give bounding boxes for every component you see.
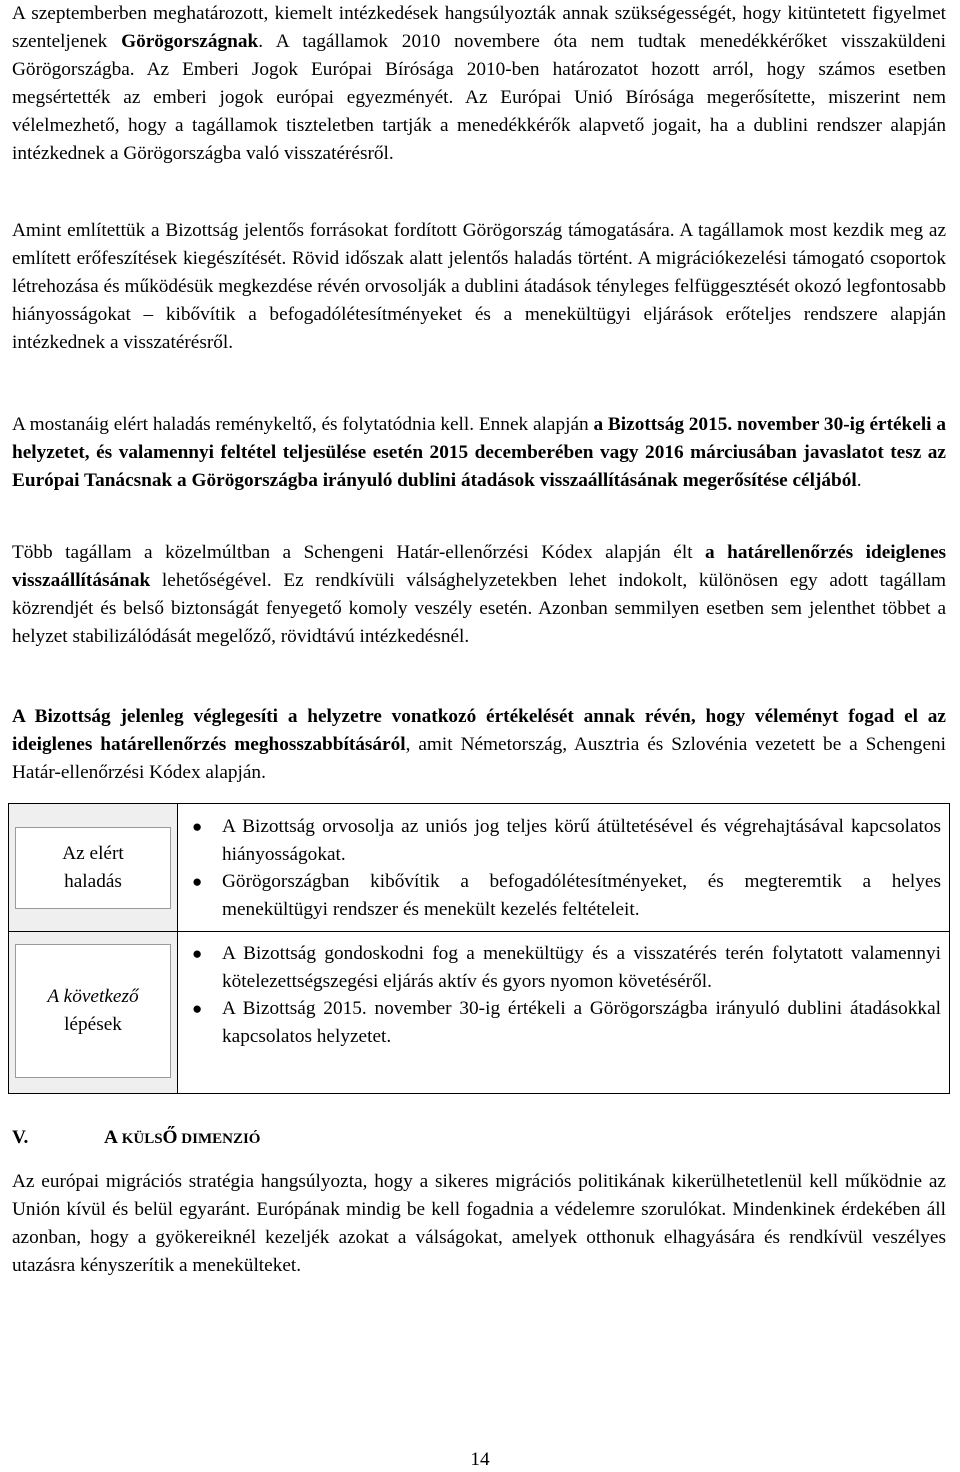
paragraph-commission-finalising [12,703,946,787]
text-run-bold: a Bizottság 2015. november 30-ig értékeli a helyzetet, és valamennyi feltétel teljesülése esetén 2015 decemberében vagy 2016 márciusában javaslatot tesz az Európai Tanácsnak a Görögországba irányuló dublini átadások visszaállításának megerősítése céljából [12,414,947,491]
text-run: lehetőségével. Ez rendkívüli válsághelyzetekben lehet indokolt, különösen egy adott tagállam közrendjét és belső biztonságát fenyegető komoly veszély esetén. Azonban semmilyen esetben sem jelenthet többet a helyzet stabilizálódását megelőző, rövidtávú intézkedésnél. [12,569,946,647]
section-heading [12,1124,260,1153]
summary-content-cell [178,932,950,1094]
list-item [178,940,941,995]
list-item [178,813,941,868]
text-run: . [856,469,862,491]
section-number: V. [12,1127,29,1148]
section-title [104,1127,260,1148]
section-title-smallcaps: DIMENZIÓ [177,1131,261,1147]
text-run-bold: A Bizottság jelenleg véglegesíti a helyzetre vonatkozó értékelését annak révén, hogy véleményt fogad el az ideiglenes határellenőrzés meghosszabbításáról [12,706,946,755]
text-run: . A tagállamok 2010 novembere óta nem tudtak menedékkérőket visszaküldeni Görögországba. Az Emberi Jogok Európai Bírósága 2010-ben határozatot hozott arról, hogy számos esetben megsértették az emberi jogok európai egyezményét. Az Európai Unió Bírósága megerősítette, miszerint nem vélelmezhető, hogy a tagállamok tiszteletben tartják a menedékkérők alapvető jogait, ha a dublini rendszer alapján intézkednek a Görögországba való visszatérésről. [12,30,946,164]
summary-label-box [15,944,171,1078]
text-run: , amit Németország, Ausztria és Szlovénia vezetett be a Schengeni Határ-ellenőrzési Kódex alapján. [12,733,946,783]
summary-label-cell [9,804,178,932]
summary-table [8,803,950,1094]
summary-label-line: A következő [47,985,139,1007]
list-item-text: A Bizottság gondoskodni fog a menekültügy és a visszatérés terén folytatott valamennyi kötelezettségszegési eljárás aktív és gyors nyomon követéséről. [222,943,941,992]
text-run: Amint említettük a Bizottság jelentős forrásokat fordított Görögország támogatására. A tagállamok most kezdik meg az említett erőfeszítések kiegészítését. Rövid időszak alatt jelentős haladás történt. A migrációkezelési támogató csoportok létrehozása és működésük megkezdése révén orvosolják a dublini átadások tényleges felfüggesztését okozó legfontosabb hiányosságokat – kibővítik a befogadólétesítményeket és a menekültügyi eljárások erőteljes rendszere alapján intézkednek a visszatérésről. [12,220,946,353]
list-item [178,868,941,923]
bullet-icon: ● [192,944,203,963]
text-run: Több tagállam a közelmúltban a Schengeni Határ-ellenőrzési Kódex alapján élt [12,542,706,563]
summary-label-line: haladás [64,870,122,892]
text-run: Az európai migrációs stratégia hangsúlyozta, hogy a sikeres migrációs politikának kikerülhetetlenül kell működnie az Unión kívül és belül egyaránt. Európának mindig be kell fogadnia a védelemre szorulókat. Mindenkinek érdekében áll azonban, hogy a gyökereiknél kezeljék azokat a válságokat, amelyek otthonuk elhagyására és rendkívül veszélyes utazásra kényszerítik a menekülteket. [12,1171,946,1276]
summary-label-cell [9,932,178,1094]
section-title-initial: A [104,1127,118,1148]
page-number: 14 [470,1449,490,1470]
paragraph-external-dimension [12,1168,946,1280]
paragraph-schengen-controls [12,539,946,651]
paragraph-progress-assessment [12,411,946,495]
bullet-icon: ● [192,817,203,836]
paragraph-commission-resources [12,217,946,357]
list-item-text: Görögországban kibővítik a befogadólétesítményeket, és megteremtik a helyes menekültügyi rendszer és menekült kezelés feltételeit. [222,871,941,920]
list-item-text: A Bizottság 2015. november 30-ig értékeli a Görögországba irányuló dublini átadásokkal kapcsolatos helyzetet. [222,998,941,1047]
bullet-icon: ● [192,999,203,1018]
summary-content-cell [178,804,950,932]
bullet-list [178,813,949,923]
list-item [178,995,941,1050]
text-run: A szeptemberben meghatározott, kiemelt intézkedések hangsúlyozták annak szükségességét, hogy kitüntetett figyelmet szenteljenek [12,3,946,52]
summary-label-line: lépések [64,1013,122,1035]
section-title-smallcaps: KÜLS [117,1131,163,1147]
summary-row-progress [9,804,950,932]
text-run: A mostanáig elért haladás reménykeltő, és folytatódnia kell. Ennek alapján [12,414,594,435]
list-item-text: A Bizottság orvosolja az uniós jog teljes körű átültetésével és végrehajtásával kapcsolatos hiányosságokat. [222,816,941,865]
summary-row-next-steps [9,932,950,1094]
paragraph-greece-priority [12,0,946,167]
summary-label-box [15,827,171,909]
section-title-initial: Ő [162,1127,178,1148]
text-run-bold: a határellenőrzés ideiglenes visszaállításának [12,542,947,591]
bullet-icon: ● [192,872,203,891]
text-run-bold: Görögországnak [121,30,259,52]
summary-label-line: Az elért [62,842,124,864]
bullet-list [178,940,949,1050]
